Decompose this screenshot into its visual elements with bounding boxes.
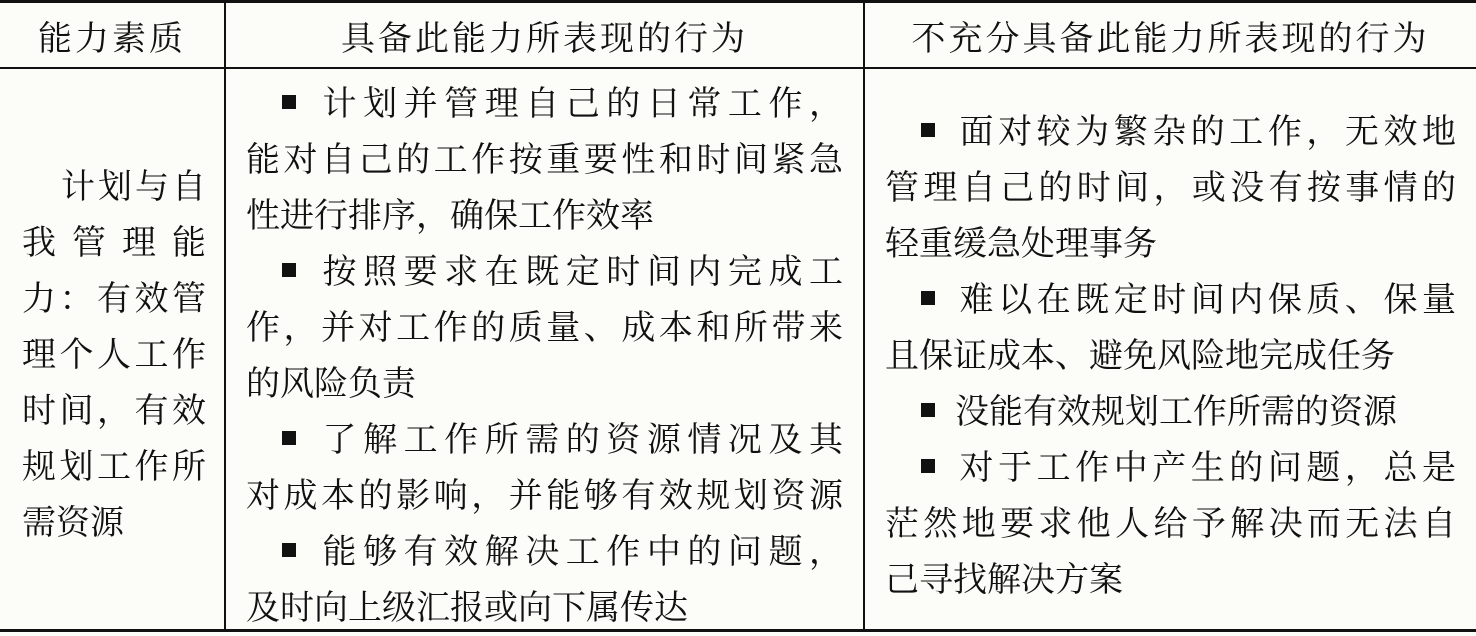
positive-behaviors-cell (246, 76, 843, 636)
behavior-item: 计划并管理自己的日常工作， 能对自己的工作按重要性和时间紧急 性进行排序，确保工作效率 (246, 84, 843, 236)
bullet-square-icon (282, 543, 296, 557)
behavior-item: 了解工作所需的资源情况及其 对成本的影响，并能够有效规划资源 (246, 420, 843, 516)
bullet-square-icon (921, 123, 935, 137)
competency-line: 力：有效管 (22, 279, 206, 319)
header-divider (0, 67, 1476, 69)
competency-line: 理个人工作 (22, 335, 206, 375)
behavior-item: 对于工作中产生的问题，总是 茫然地要求他人给予解决而无法自 己寻找解决方案 (885, 448, 1456, 600)
header-negative-behaviors: 不充分具备此能力所表现的行为 (911, 18, 1430, 59)
competency-line: 时间，有效 (22, 391, 206, 431)
competency-line: 需资源 (22, 503, 124, 543)
bullet-square-icon (282, 95, 296, 109)
column-divider (863, 3, 865, 629)
competency-line: 计划与自 (58, 167, 206, 207)
behavior-item: 没能有效规划工作所需的资源 (885, 384, 1456, 440)
column-divider (224, 3, 226, 629)
behavior-item: 面对较为繁杂的工作，无效地 管理自己的时间，或没有按事情的 轻重缓急处理事务 (885, 112, 1456, 264)
bullet-square-icon (921, 459, 935, 473)
bullet-square-icon (282, 431, 296, 445)
bullet-square-icon (921, 403, 935, 417)
behavior-item: 按照要求在既定时间内完成工 作，并对工作的质量、成本和所带来 的风险负责 (246, 252, 843, 404)
header-positive-behaviors: 具备此能力所表现的行为 (341, 18, 748, 59)
bullet-square-icon (282, 263, 296, 277)
behavior-item: 能够有效解决工作中的问题， 及时向上级汇报或向下属传达 (246, 532, 843, 628)
negative-behaviors-cell (885, 104, 1456, 608)
behavior-item: 难以在既定时间内保质、保量 且保证成本、避免风险地完成任务 (885, 280, 1456, 376)
competency-line: 我 管 理 能 (22, 223, 206, 263)
competency-line: 规划工作所 (22, 447, 206, 487)
competency-cell (22, 159, 206, 551)
header-competency: 能力素质 (38, 18, 186, 59)
bullet-square-icon (921, 291, 935, 305)
